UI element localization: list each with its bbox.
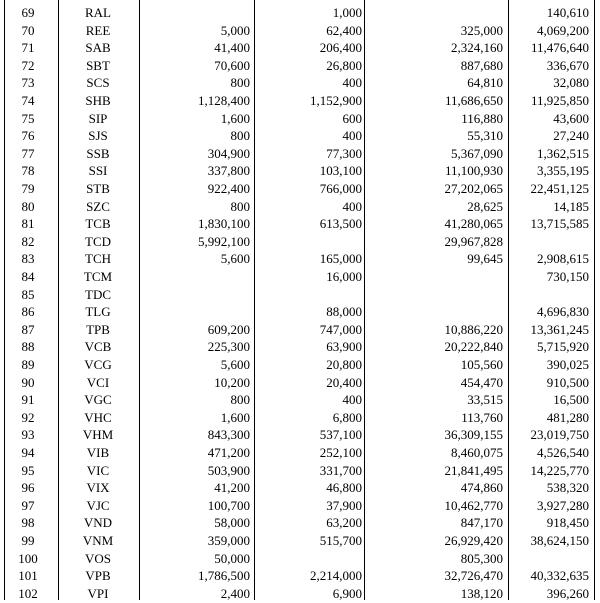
table-row [0, 268, 600, 286]
stock-code: VHC [84, 409, 112, 425]
value-col-2: 1,000 [332, 5, 362, 20]
value-col-2: 515,700 [319, 533, 362, 548]
stock-code: SBT [86, 57, 110, 73]
value-col-2: 1,152,900 [310, 93, 362, 108]
row-number: 91 [21, 392, 35, 408]
row-number: 101 [18, 568, 38, 584]
value-col-4: 40,332,635 [530, 568, 589, 584]
value-col-4: 22,451,125 [530, 181, 589, 196]
value-col-1: 1,600 [220, 110, 250, 126]
value-col-3: 887,680 [460, 57, 503, 73]
value-col-1: 471,200 [207, 445, 250, 460]
value-col-3: 454,470 [460, 374, 503, 390]
row-number: 96 [21, 480, 35, 496]
table-row [0, 286, 600, 304]
table-row [0, 550, 600, 568]
value-col-3: 805,300 [460, 550, 503, 566]
value-col-3: 41,280,065 [444, 216, 503, 232]
value-col-3: 11,686,650 [444, 93, 503, 108]
value-col-1: 1,830,100 [198, 216, 250, 232]
value-col-2: 165,000 [319, 251, 362, 267]
value-col-2: 88,000 [326, 304, 362, 320]
stock-code: VND [83, 515, 113, 531]
value-col-4: 13,715,585 [530, 216, 589, 232]
row-number: 93 [21, 427, 35, 443]
row-number: 70 [21, 22, 35, 38]
row-number: 100 [18, 550, 38, 566]
row-number: 83 [21, 251, 35, 267]
value-col-1: 58,000 [214, 515, 250, 531]
value-col-2: 400 [342, 128, 362, 144]
value-col-3: 36,309,155 [444, 427, 503, 443]
table-row [0, 127, 600, 145]
stock-code: VJC [86, 497, 110, 513]
value-col-2: 20,400 [326, 374, 362, 390]
value-col-4: 38,624,150 [530, 533, 589, 548]
row-number: 85 [21, 286, 35, 302]
value-col-4: 5,715,920 [537, 339, 589, 355]
value-col-3: 64,810 [467, 75, 503, 91]
value-col-1: 10,200 [214, 374, 250, 390]
table-row [0, 409, 600, 427]
value-col-3: 99,645 [467, 251, 503, 267]
value-col-2: 63,900 [326, 339, 362, 355]
value-col-3: 10,462,770 [444, 497, 503, 513]
stock-code: SHB [85, 93, 111, 108]
table-row [0, 514, 600, 532]
stock-code: TCM [83, 269, 113, 284]
stock-code: VCB [84, 339, 112, 355]
value-col-4: 1,362,515 [537, 145, 589, 161]
value-col-4: 2,908,615 [537, 251, 589, 267]
value-col-3: 20,222,840 [444, 339, 503, 355]
table-row [0, 180, 600, 198]
value-col-3: 325,000 [460, 22, 503, 38]
table-row [0, 356, 600, 374]
row-number: 81 [21, 216, 35, 232]
stock-code: TCD [85, 233, 111, 249]
stock-code: TPB [86, 321, 110, 337]
table-row [0, 162, 600, 180]
value-col-4: 481,280 [546, 409, 589, 425]
stock-code: SIP [88, 110, 108, 126]
table-row [0, 303, 600, 321]
value-col-4: 11,925,850 [530, 93, 589, 108]
value-col-1: 800 [230, 75, 250, 91]
value-col-1: 800 [230, 128, 250, 144]
value-col-3: 26,929,420 [444, 533, 503, 548]
value-col-1: 5,600 [220, 357, 250, 372]
row-number: 76 [21, 128, 35, 144]
row-number: 73 [21, 75, 35, 91]
value-col-3: 847,170 [460, 515, 503, 531]
value-col-4: 4,696,830 [537, 304, 589, 320]
value-col-3: 8,460,075 [451, 445, 503, 460]
row-number: 78 [21, 163, 35, 179]
stock-code: SAB [85, 40, 111, 56]
value-col-1: 50,000 [214, 550, 250, 566]
value-col-3: 28,625 [467, 198, 503, 214]
value-col-1: 5,000 [220, 22, 250, 38]
table-row [0, 215, 600, 233]
stock-code: VCI [86, 374, 110, 390]
stock-code: TDC [85, 286, 111, 302]
stock-code: TCH [85, 251, 111, 267]
table-row [0, 532, 600, 550]
table-row [0, 250, 600, 268]
value-col-1: 843,300 [207, 427, 250, 443]
value-col-4: 4,069,200 [537, 22, 589, 38]
value-col-2: 63,200 [326, 515, 362, 531]
table-row [0, 39, 600, 57]
value-col-3: 33,515 [467, 392, 503, 408]
row-number: 89 [21, 357, 35, 372]
table-row [0, 374, 600, 392]
value-col-4: 918,450 [546, 515, 589, 531]
table-row [0, 338, 600, 356]
stock-code: SJS [88, 128, 108, 144]
value-col-2: 6,900 [332, 585, 362, 601]
value-col-4: 396,260 [546, 585, 589, 601]
value-col-3: 138,120 [460, 585, 503, 601]
row-number: 97 [21, 497, 35, 513]
table-row [0, 145, 600, 163]
stock-code: VPB [85, 568, 111, 584]
row-number: 90 [21, 374, 35, 390]
stock-code: VIX [86, 480, 110, 496]
row-number: 94 [21, 445, 35, 460]
stock-code: SSI [88, 163, 108, 179]
value-col-1: 800 [230, 198, 250, 214]
value-col-4: 336,670 [546, 57, 589, 73]
value-col-1: 225,300 [207, 339, 250, 355]
value-col-4: 43,600 [553, 110, 589, 126]
value-col-1: 922,400 [207, 181, 250, 196]
value-col-3: 105,560 [460, 357, 503, 372]
stock-code: VCG [84, 357, 112, 372]
row-number: 82 [21, 233, 35, 249]
table-row [0, 92, 600, 110]
value-col-4: 3,927,280 [537, 497, 589, 513]
value-col-2: 400 [342, 198, 362, 214]
value-col-4: 11,476,640 [530, 40, 589, 56]
value-col-1: 337,800 [207, 163, 250, 179]
value-col-3: 55,310 [467, 128, 503, 144]
row-number: 99 [21, 533, 35, 548]
value-col-3: 21,841,495 [444, 462, 503, 478]
value-col-4: 3,355,195 [537, 163, 589, 179]
value-col-3: 11,100,930 [444, 163, 503, 179]
row-number: 86 [21, 304, 35, 320]
value-col-3: 2,324,160 [451, 40, 503, 56]
stock-code: VOS [84, 550, 111, 566]
value-col-4: 23,019,750 [530, 427, 589, 443]
value-col-1: 5,992,100 [198, 233, 250, 249]
value-col-2: 6,800 [332, 409, 362, 425]
value-col-3: 474,860 [460, 480, 503, 496]
value-col-1: 100,700 [207, 497, 250, 513]
value-col-1: 304,900 [207, 145, 250, 161]
stock-code: SCS [86, 75, 110, 91]
row-number: 79 [21, 181, 35, 196]
row-number: 71 [21, 40, 35, 56]
stock-code: REE [85, 22, 111, 38]
table-row [0, 497, 600, 515]
table-row [0, 4, 600, 22]
value-col-4: 32,080 [553, 75, 589, 91]
row-number: 74 [21, 93, 35, 108]
value-col-1: 1,600 [220, 409, 250, 425]
value-col-2: 26,800 [326, 57, 362, 73]
stock-code: VIC [86, 462, 110, 478]
value-col-2: 600 [342, 110, 362, 126]
row-number: 77 [21, 145, 35, 161]
stock-code: VPI [87, 585, 109, 601]
row-number: 98 [21, 515, 35, 531]
row-number: 80 [21, 198, 35, 214]
table-row [0, 321, 600, 339]
value-col-1: 41,400 [214, 40, 250, 56]
stock-code: TLG [85, 304, 111, 320]
value-col-1: 2,400 [220, 585, 250, 601]
value-col-1: 503,900 [207, 462, 250, 478]
row-number: 95 [21, 462, 35, 478]
row-number: 75 [21, 110, 35, 126]
value-col-4: 4,526,540 [537, 445, 589, 460]
value-col-4: 13,361,245 [530, 321, 589, 337]
value-col-3: 32,726,470 [444, 568, 503, 584]
value-col-4: 27,240 [553, 128, 589, 144]
value-col-2: 747,000 [319, 321, 362, 337]
table-row [0, 198, 600, 216]
value-col-2: 20,800 [326, 357, 362, 372]
value-col-2: 252,100 [319, 445, 362, 460]
table-row [0, 22, 600, 40]
value-col-3: 113,760 [461, 409, 503, 425]
table-row [0, 426, 600, 444]
stock-code: STB [86, 181, 110, 196]
value-col-3: 116,880 [461, 110, 503, 126]
value-col-4: 14,225,770 [530, 462, 589, 478]
value-col-4: 140,610 [546, 5, 589, 20]
table-row [0, 57, 600, 75]
table-row [0, 391, 600, 409]
value-col-2: 331,700 [319, 462, 362, 478]
value-col-1: 800 [230, 392, 250, 408]
value-col-1: 5,600 [220, 251, 250, 267]
value-col-1: 1,128,400 [198, 93, 250, 108]
table-row [0, 585, 600, 603]
value-col-2: 16,000 [326, 269, 362, 284]
value-col-2: 62,400 [326, 22, 362, 38]
row-number: 87 [21, 321, 35, 337]
value-col-2: 103,100 [319, 163, 362, 179]
row-number: 84 [21, 269, 35, 284]
value-col-2: 2,214,000 [310, 568, 362, 584]
value-col-1: 359,000 [207, 533, 250, 548]
value-col-2: 46,800 [326, 480, 362, 496]
value-col-4: 910,500 [546, 374, 589, 390]
table-row [0, 110, 600, 128]
table-row [0, 233, 600, 251]
table-row [0, 444, 600, 462]
value-col-2: 206,400 [319, 40, 362, 56]
value-col-3: 5,367,090 [451, 145, 503, 161]
stock-code: VNM [82, 533, 114, 548]
value-col-1: 609,200 [207, 321, 250, 337]
row-number: 72 [21, 57, 35, 73]
stock-code: VHM [82, 427, 114, 443]
stock-code: VGC [84, 392, 112, 408]
stock-code: SSB [86, 145, 110, 161]
value-col-1: 70,600 [214, 57, 250, 73]
value-col-4: 14,185 [553, 198, 589, 214]
stock-code: TCB [85, 216, 111, 232]
value-col-2: 77,300 [326, 145, 362, 161]
stock-code: VIB [86, 445, 110, 460]
value-col-2: 400 [342, 75, 362, 91]
value-col-4: 538,320 [546, 480, 589, 496]
value-col-3: 29,967,828 [444, 233, 503, 249]
stock-code: SZC [86, 198, 110, 214]
value-col-2: 537,100 [319, 427, 362, 443]
value-col-2: 37,900 [326, 497, 362, 513]
value-col-4: 730,150 [546, 269, 589, 284]
table-row [0, 479, 600, 497]
value-col-4: 390,025 [546, 357, 589, 372]
value-col-1: 41,200 [214, 480, 250, 496]
stock-code: RAL [85, 5, 111, 20]
table-row [0, 567, 600, 585]
value-col-1: 1,786,500 [198, 568, 250, 584]
value-col-3: 27,202,065 [444, 181, 503, 196]
value-col-2: 400 [342, 392, 362, 408]
value-col-4: 16,500 [553, 392, 589, 408]
row-number: 102 [18, 585, 38, 601]
value-col-3: 10,886,220 [444, 321, 503, 337]
row-number: 92 [21, 409, 35, 425]
value-col-2: 766,000 [319, 181, 362, 196]
table-row [0, 74, 600, 92]
value-col-2: 613,500 [319, 216, 362, 232]
row-number: 69 [21, 5, 35, 20]
row-number: 88 [21, 339, 35, 355]
table-row [0, 462, 600, 480]
